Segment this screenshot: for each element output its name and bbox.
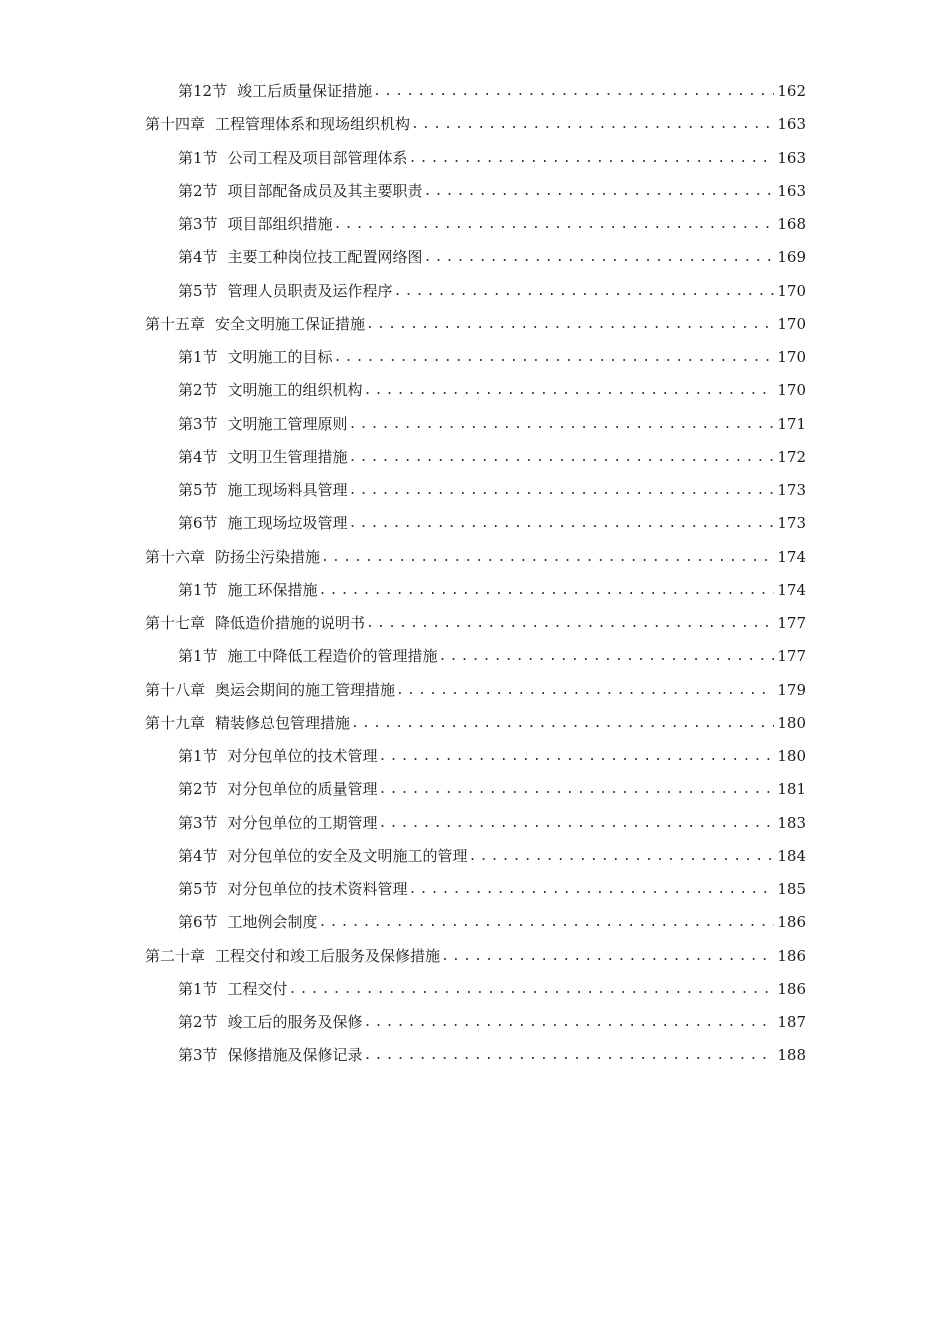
toc-section-entry[interactable] xyxy=(0,75,950,108)
entry-label: 第6节 xyxy=(178,913,218,932)
entry-label: 第十四章 xyxy=(145,115,206,134)
entry-page-number: 186 xyxy=(777,946,806,965)
dot-leader xyxy=(349,507,775,540)
entry-page-number: 177 xyxy=(777,614,806,632)
entry-label: 第1节 xyxy=(178,580,218,599)
entry-label: 第十六章 xyxy=(145,547,206,566)
table-of-contents xyxy=(0,75,950,1073)
entry-page-number: 163 xyxy=(777,115,806,134)
toc-section-entry[interactable] xyxy=(0,574,950,607)
entry-label: 第1节 xyxy=(178,647,218,666)
dot-leader xyxy=(441,940,774,973)
toc-section-entry[interactable] xyxy=(0,374,950,407)
entry-title: 工地例会制度 xyxy=(227,913,318,932)
entry-label: 第6节 xyxy=(178,514,218,533)
entry-page-number: 185 xyxy=(777,880,806,898)
entry-title: 文明施工管理原则 xyxy=(227,414,348,433)
toc-section-entry[interactable] xyxy=(0,175,950,208)
entry-title: 竣工后的服务及保修 xyxy=(227,1013,363,1031)
entry-title: 对分包单位的技术资料管理 xyxy=(227,880,408,898)
entry-label: 第3节 xyxy=(178,414,218,433)
toc-section-entry[interactable] xyxy=(0,973,950,1006)
dot-leader xyxy=(349,474,775,507)
entry-title: 对分包单位的安全及文明施工的管理 xyxy=(227,846,468,865)
dot-leader xyxy=(379,740,775,773)
entry-label: 第3节 xyxy=(178,1046,218,1065)
dot-leader xyxy=(394,275,775,308)
entry-label: 第2节 xyxy=(178,1013,218,1031)
toc-chapter-entry[interactable] xyxy=(0,607,950,640)
dot-leader xyxy=(469,840,775,873)
entry-title: 施工中降低工程造价的管理措施 xyxy=(227,647,438,666)
entry-page-number: 186 xyxy=(777,979,806,998)
toc-section-entry[interactable] xyxy=(0,773,950,806)
entry-label: 第十五章 xyxy=(145,314,206,333)
entry-title: 工程管理体系和现场组织机构 xyxy=(215,115,411,134)
toc-section-entry[interactable] xyxy=(0,1039,950,1072)
toc-section-entry[interactable] xyxy=(0,441,950,474)
dot-leader xyxy=(321,541,774,574)
dot-leader xyxy=(364,374,775,407)
entry-title: 对分包单位的质量管理 xyxy=(227,780,378,799)
toc-chapter-entry[interactable] xyxy=(0,108,950,141)
entry-title: 施工环保措施 xyxy=(227,580,318,599)
entry-page-number: 171 xyxy=(777,414,806,433)
toc-chapter-entry[interactable] xyxy=(0,674,950,707)
entry-title: 施工现场料具管理 xyxy=(227,481,348,499)
entry-page-number: 170 xyxy=(777,381,806,400)
toc-section-entry[interactable] xyxy=(0,740,950,773)
dot-leader xyxy=(366,607,774,640)
entry-title: 文明施工的目标 xyxy=(227,348,333,366)
entry-page-number: 174 xyxy=(777,580,806,599)
entry-label: 第十七章 xyxy=(145,614,206,632)
dot-leader xyxy=(379,807,775,840)
entry-label: 第5节 xyxy=(178,880,218,898)
entry-title: 奥运会期间的施工管理措施 xyxy=(215,680,396,699)
dot-leader xyxy=(319,574,775,607)
toc-section-entry[interactable] xyxy=(0,640,950,673)
dot-leader xyxy=(289,973,775,1006)
dot-leader xyxy=(364,1006,775,1039)
entry-title: 降低造价措施的说明书 xyxy=(215,614,366,632)
toc-section-entry[interactable] xyxy=(0,906,950,939)
entry-page-number: 170 xyxy=(777,348,806,366)
toc-section-entry[interactable] xyxy=(0,341,950,374)
entry-page-number: 170 xyxy=(777,281,806,300)
toc-chapter-entry[interactable] xyxy=(0,541,950,574)
entry-page-number: 173 xyxy=(777,481,806,499)
entry-page-number: 180 xyxy=(777,713,806,732)
entry-page-number: 179 xyxy=(777,680,806,699)
dot-leader xyxy=(411,108,774,141)
toc-section-entry[interactable] xyxy=(0,840,950,873)
entry-page-number: 181 xyxy=(777,780,806,799)
dot-leader xyxy=(351,707,774,740)
entry-page-number: 163 xyxy=(777,148,806,167)
entry-label: 第十九章 xyxy=(145,713,206,732)
entry-label: 第5节 xyxy=(178,281,218,300)
dot-leader xyxy=(349,441,775,474)
dot-leader xyxy=(409,142,775,175)
dot-leader xyxy=(396,674,774,707)
entry-title: 文明施工的组织机构 xyxy=(227,381,363,400)
entry-title: 保修措施及保修记录 xyxy=(227,1046,363,1065)
entry-label: 第2节 xyxy=(178,780,218,799)
entry-title: 项目部配备成员及其主要职责 xyxy=(227,181,423,200)
toc-section-entry[interactable] xyxy=(0,1006,950,1039)
entry-page-number: 168 xyxy=(777,215,806,233)
toc-section-entry[interactable] xyxy=(0,873,950,906)
entry-page-number: 180 xyxy=(777,747,806,765)
toc-section-entry[interactable] xyxy=(0,275,950,308)
dot-leader xyxy=(439,640,775,673)
entry-label: 第1节 xyxy=(178,348,218,366)
entry-title: 主要工种岗位技工配置网络图 xyxy=(227,248,423,267)
entry-page-number: 163 xyxy=(777,181,806,200)
entry-label: 第3节 xyxy=(178,813,218,832)
entry-title: 管理人员职责及运作程序 xyxy=(227,281,393,300)
entry-title: 项目部组织措施 xyxy=(227,215,333,233)
entry-title: 公司工程及项目部管理体系 xyxy=(227,148,408,167)
entry-label: 第3节 xyxy=(178,215,218,233)
entry-page-number: 174 xyxy=(777,547,806,566)
entry-title: 文明卫生管理措施 xyxy=(227,447,348,466)
toc-section-entry[interactable] xyxy=(0,474,950,507)
toc-chapter-entry[interactable] xyxy=(0,940,950,973)
entry-title: 精装修总包管理措施 xyxy=(215,713,351,732)
entry-page-number: 169 xyxy=(777,248,806,267)
entry-label: 第1节 xyxy=(178,148,218,167)
dot-leader xyxy=(334,208,775,241)
entry-page-number: 177 xyxy=(777,647,806,666)
entry-title: 工程交付 xyxy=(227,979,288,998)
entry-page-number: 184 xyxy=(777,846,806,865)
entry-page-number: 183 xyxy=(777,813,806,832)
entry-title: 防扬尘污染措施 xyxy=(215,547,321,566)
entry-title: 对分包单位的工期管理 xyxy=(227,813,378,832)
entry-label: 第12节 xyxy=(178,82,228,100)
entry-title: 竣工后质量保证措施 xyxy=(237,82,373,100)
toc-section-entry[interactable] xyxy=(0,241,950,274)
entry-page-number: 172 xyxy=(777,447,806,466)
entry-page-number: 188 xyxy=(777,1046,806,1065)
dot-leader xyxy=(379,773,775,806)
toc-section-entry[interactable] xyxy=(0,142,950,175)
entry-label: 第2节 xyxy=(178,181,218,200)
toc-section-entry[interactable] xyxy=(0,208,950,241)
toc-chapter-entry[interactable] xyxy=(0,707,950,740)
entry-label: 第4节 xyxy=(178,447,218,466)
entry-label: 第二十章 xyxy=(145,946,206,965)
dot-leader xyxy=(366,308,774,341)
dot-leader xyxy=(424,241,775,274)
entry-page-number: 187 xyxy=(777,1013,806,1031)
dot-leader xyxy=(349,408,775,441)
dot-leader xyxy=(364,1039,775,1072)
entry-page-number: 162 xyxy=(777,82,806,100)
entry-label: 第4节 xyxy=(178,846,218,865)
entry-label: 第5节 xyxy=(178,481,218,499)
toc-section-entry[interactable] xyxy=(0,807,950,840)
dot-leader xyxy=(409,873,775,906)
dot-leader xyxy=(334,341,775,374)
entry-page-number: 170 xyxy=(777,314,806,333)
entry-label: 第1节 xyxy=(178,979,218,998)
entry-label: 第1节 xyxy=(178,747,218,765)
toc-section-entry[interactable] xyxy=(0,507,950,540)
entry-label: 第十八章 xyxy=(145,680,206,699)
entry-page-number: 173 xyxy=(777,514,806,533)
entry-title: 施工现场垃圾管理 xyxy=(227,514,348,533)
dot-leader xyxy=(373,75,774,108)
toc-section-entry[interactable] xyxy=(0,408,950,441)
dot-leader xyxy=(319,906,775,939)
entry-label: 第4节 xyxy=(178,248,218,267)
entry-title: 工程交付和竣工后服务及保修措施 xyxy=(215,946,441,965)
toc-chapter-entry[interactable] xyxy=(0,308,950,341)
dot-leader xyxy=(424,175,775,208)
entry-label: 第2节 xyxy=(178,381,218,400)
entry-title: 对分包单位的技术管理 xyxy=(227,747,378,765)
entry-title: 安全文明施工保证措施 xyxy=(215,314,366,333)
entry-page-number: 186 xyxy=(777,913,806,932)
